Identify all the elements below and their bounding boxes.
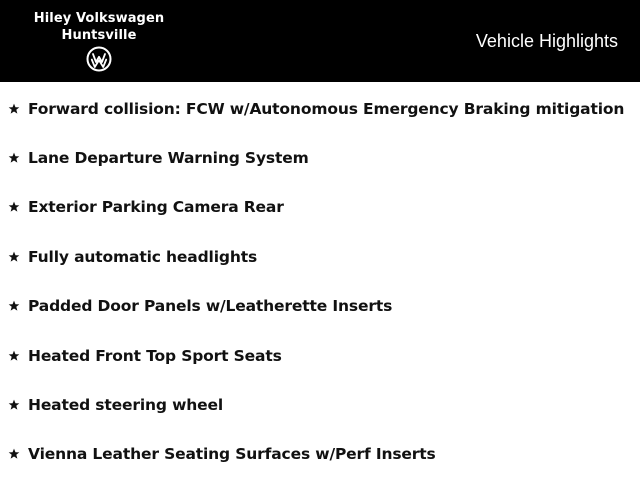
highlight-text: Heated Front Top Sport Seats xyxy=(28,346,282,365)
highlight-text: Forward collision: FCW w/Autonomous Emergency Braking mitigation xyxy=(28,99,625,118)
page-title: Vehicle Highlights xyxy=(475,31,618,51)
star-icon xyxy=(8,103,20,115)
highlight-text: Heated steering wheel xyxy=(28,396,224,415)
list-item xyxy=(0,282,640,331)
star-icon xyxy=(8,152,20,164)
list-item xyxy=(0,183,640,232)
highlight-text: Padded Door Panels w/Leatherette Inserts xyxy=(28,297,393,316)
star-icon xyxy=(8,251,20,263)
dealer-name-line-1: Hiley Volkswagen xyxy=(33,11,165,26)
star-icon xyxy=(8,300,20,312)
star-icon xyxy=(8,448,20,460)
list-item xyxy=(0,133,640,182)
dealer-name-line-2: Huntsville xyxy=(61,28,137,43)
dealer-name xyxy=(28,10,170,44)
highlight-text: Vienna Leather Seating Surfaces w/Perf Inserts xyxy=(28,445,436,464)
highlight-text: Lane Departure Warning System xyxy=(28,149,309,168)
list-item xyxy=(0,331,640,380)
highlights-list xyxy=(0,84,640,479)
header-bar xyxy=(0,0,640,82)
star-icon xyxy=(8,201,20,213)
list-item xyxy=(0,84,640,133)
star-icon xyxy=(8,399,20,411)
list-item xyxy=(0,380,640,429)
star-icon xyxy=(8,350,20,362)
highlight-text: Exterior Parking Camera Rear xyxy=(28,198,284,217)
list-item xyxy=(0,232,640,281)
highlight-text: Fully automatic headlights xyxy=(28,247,258,266)
list-item xyxy=(0,430,640,479)
volkswagen-logo-icon xyxy=(86,46,112,72)
